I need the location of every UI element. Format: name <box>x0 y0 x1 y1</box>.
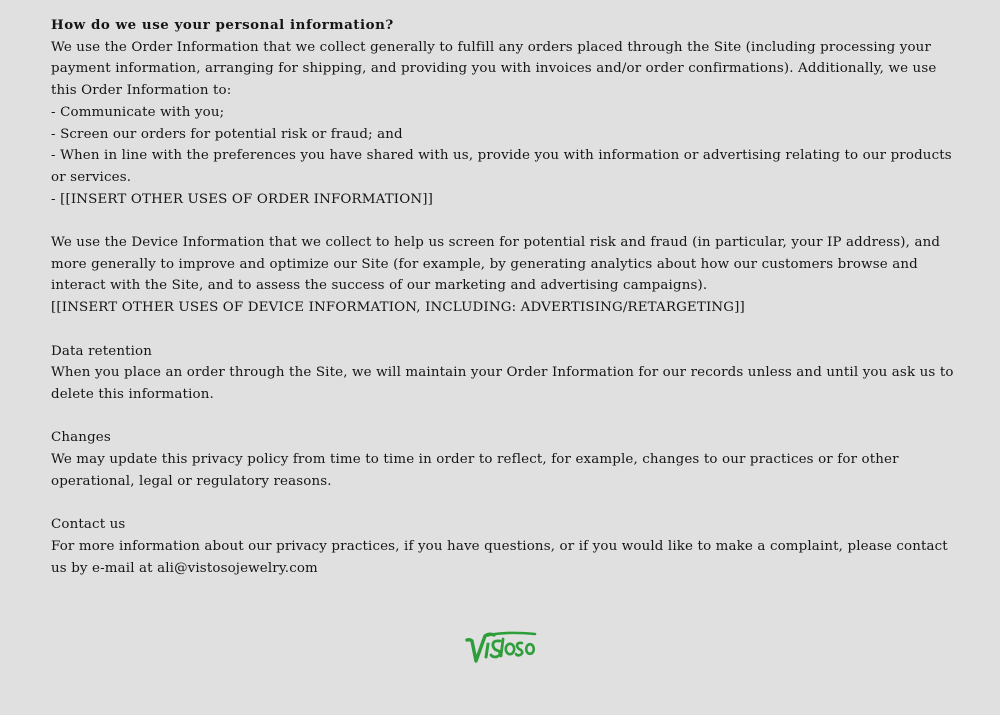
use-intro-paragraph: We use the Order Information that we collect generally to fulfill any orders placed through the Site (including processing your payment information, arranging for shipping, and providing you with invoices and/or order confirmations). Additionally, we use this Order Information to: <box>51 39 937 99</box>
spacer <box>51 319 956 341</box>
section-title-changes: Changes <box>51 430 111 446</box>
changes-paragraph: We may update this privacy policy from time to time in order to reflect, for example, changes to our practices or for other operational, legal or regulatory reasons. <box>51 452 899 489</box>
section-heading-use: How do we use your personal information? <box>51 17 394 33</box>
retention-paragraph: When you place an order through the Site, we will maintain your Order Information for our records unless and until you ask us to delete this information. <box>51 365 954 402</box>
section-title-retention: Data retention <box>51 343 153 359</box>
use-bullet-item: - [[INSERT OTHER USES OF ORDER INFORMATION]] <box>51 191 433 207</box>
vistoso-logo[interactable] <box>463 630 537 668</box>
contact-paragraph: For more information about our privacy practices, if you have questions, or if you would like to make a complaint, please contact us by e-mail at ali@vistosojewelry.com <box>51 538 948 576</box>
policy-content <box>51 15 956 579</box>
use-bullet-item: - Screen our orders for potential risk or fraud; and <box>51 126 403 142</box>
spacer <box>51 406 956 428</box>
spacer <box>51 492 956 514</box>
device-info-paragraph: We use the Device Information that we collect to help us screen for potential risk and fraud (in particular, your IP address), and more generally to improve and optimize our Site (for example, by generating analytics about how our customers browse and interact with the Site, and to assess the success of our marketing and advertising campaigns). <box>51 235 941 294</box>
use-bullet-item: - Communicate with you; <box>51 104 225 120</box>
section-title-contact: Contact us <box>51 517 126 533</box>
spacer <box>51 210 956 232</box>
use-bullet-item: - When in line with the preferences you have shared with us, provide you with information or advertising relating to our products or services. <box>51 148 952 185</box>
device-insert-placeholder: [[INSERT OTHER USES OF DEVICE INFORMATION, INCLUDING: ADVERTISING/RETARGETING]] <box>51 300 745 316</box>
